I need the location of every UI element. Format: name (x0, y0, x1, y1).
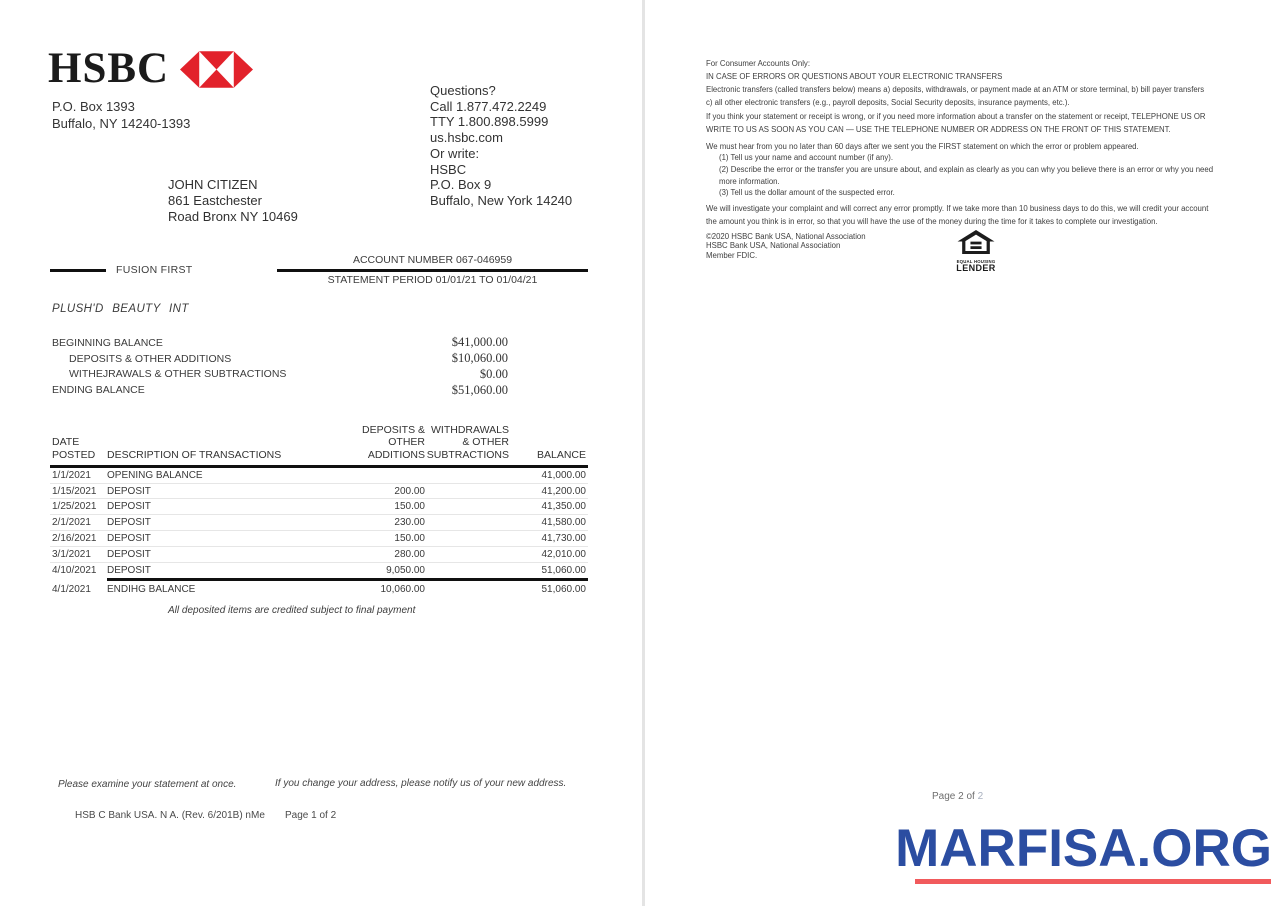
table-row: 2/16/2021 DEPOSIT 150.00 41,730.00 (50, 531, 588, 547)
hsbc-wordmark: HSBC (48, 45, 170, 92)
list-item: (3) Tell us the dollar amount of the suspected error. (719, 188, 895, 198)
lender-text: LENDER (956, 263, 996, 273)
page-divider (642, 0, 645, 906)
transactions-table (50, 424, 588, 597)
statement-period-line: STATEMENT PERIOD 01/01/21 TO 01/04/21 (327, 274, 538, 286)
list-item: (2) Describe the error or the transfer you are unsure about, and explain as clearly as you can why you believe there is an error or why you need (719, 164, 1214, 174)
footer-bank-line: HSB C Bank USA. N A. (Rev. 6/201B) nMe (75, 810, 265, 821)
summary-label: BEGINNING BALANCE (52, 336, 163, 349)
info-line: the amount you think is in error, so that you will have the use of the money during the time for it takes to complete our investigation. (706, 217, 1158, 226)
questions-orwrite: Or write: (430, 145, 480, 161)
header-description: DESCRIPTION OF TRANSACTIONS (107, 448, 282, 461)
hsbc-hexagon-icon (180, 51, 253, 93)
summary-row (52, 382, 508, 398)
footer-change-address-note: If you change your address, please notify us of your new address. (275, 778, 567, 789)
footer-examine-note: Please examine your statement at once. (58, 779, 237, 790)
summary-value: $0.00 (479, 366, 508, 381)
list-item: (1) Tell us your name and account number (if any). (719, 153, 894, 162)
copyright-line: ©2020 HSBC Bank USA, National Association (706, 232, 866, 241)
table-row: 1/25/2021 DEPOSIT 150.00 41,350.00 (50, 499, 588, 515)
questions-tty: TTY 1.800.898.5999 (430, 114, 549, 130)
consumer-info-paragraph-2 (706, 110, 1236, 136)
account-number-line: ACCOUNT NUMBER 067-046959 (352, 254, 513, 266)
table-row: 3/1/2021 DEPOSIT 280.00 42,010.00 (50, 547, 588, 563)
consumer-info-paragraph-1 (706, 57, 1236, 109)
summary-row (52, 367, 508, 383)
copyright-line: Member FDIC. (706, 250, 758, 260)
table-row: 1/15/2021 DEPOSIT 200.00 41,200.00 (50, 484, 588, 500)
recipient-address (168, 177, 298, 225)
info-line: WRITE TO US AS SOON AS YOU CAN — USE THE TELEPHONE NUMBER OR ADDRESS ON THE FRONT OF THIS STATEMENT. (706, 125, 1171, 134)
summary-label: DEPOSITS & OTHER ADDITIONS (69, 352, 232, 365)
footer-page-number: Page 1 of 2 (285, 810, 337, 821)
consumer-info-list (706, 152, 1236, 199)
product-name: FUSION FIRST (116, 264, 193, 276)
summary-value: $51,060.00 (451, 382, 508, 397)
page-2-last: 2 (977, 791, 984, 802)
recipient-name: JOHN CITIZEN (168, 177, 258, 192)
sender-address-line: Buffalo, NY 14240-1393 (52, 116, 191, 131)
deposits-footnote: All deposited items are credited subject to final payment (168, 605, 416, 616)
questions-pobox: P.O. Box 9 (430, 177, 492, 193)
table-row-ending-balance: 4/1/2021 ENDIHG BALANCE 10,060.00 51,060.00 (52, 583, 586, 595)
recipient-address-line: Road Bronx NY 10469 (168, 209, 298, 224)
info-line: We will investigate your complaint and will correct any error promptly. If we take more than 10 business days to do this, we will credit your account (706, 204, 1209, 213)
header-balance: BALANCE (536, 448, 586, 461)
questions-phone: Call 1.877.472.2249 (430, 98, 547, 114)
page-2-number (932, 791, 983, 802)
summary-row (52, 335, 508, 351)
header-withdrawals: WITHDRAWALS & OTHER SUBTRACTIONS (426, 424, 509, 461)
summary-label: WITHEJRAWALS & OTHER SUBTRACTIONS (69, 368, 287, 381)
summary-value: $10,060.00 (451, 351, 508, 366)
info-line: If you think your statement or receipt is wrong, or if you need more information about a transfer on the statement or receipt, TELEPHONE US OR (706, 112, 1206, 121)
questions-heading: Questions? (430, 83, 496, 98)
transactions-table-header (50, 424, 588, 465)
questions-bank: HSBC (430, 161, 467, 177)
summary-value: $41,000.00 (451, 335, 508, 350)
copyright-line: HSBC Bank USA, National Association (706, 241, 841, 251)
account-rule (277, 269, 588, 272)
balance-summary (52, 335, 508, 398)
questions-website: us.hsbc.com (430, 130, 503, 146)
recipient-address-line: 861 Eastchester (168, 193, 262, 208)
equal-housing-house-icon (957, 230, 995, 254)
header-deposits: DEPOSITS & OTHER ADDITIONS (361, 424, 425, 461)
info-line: Electronic transfers (called transfers below) means a) deposits, withdrawals, or payment made at an ATM or store terminal, b) bill payer transfers (706, 85, 1205, 94)
product-rule (50, 269, 106, 272)
info-line: For Consumer Accounts Only: (706, 59, 810, 68)
account-holder-name: PLUSH'D BEAUTY INT (52, 303, 189, 315)
questions-city: Buffalo, New York 14240 (430, 192, 573, 208)
copyright-block (706, 232, 866, 260)
list-item-continuation: more information. (719, 176, 780, 186)
questions-block (430, 83, 572, 209)
consumer-info-paragraph-4 (706, 202, 1236, 228)
sender-address (52, 98, 190, 132)
sender-address-line: P.O. Box 1393 (52, 99, 135, 114)
page-2-prefix: Page 2 of (932, 791, 978, 802)
equal-housing-text: EQUAL HOUSING (956, 259, 996, 264)
summary-row (52, 351, 508, 367)
table-row: 1/1/2021 OPENING BALANCE 41,000.00 (50, 468, 588, 484)
table-row: 2/1/2021 DEPOSIT 230.00 41,580.00 (50, 515, 588, 531)
equal-housing-lender-logo (950, 230, 1002, 273)
info-line: c) all other electronic transfers (e.g., payroll deposits, Social Security deposits, insurance payments, etc.). (706, 98, 1070, 107)
table-row: 4/10/2021 DEPOSIT 9,050.00 51,060.00 (52, 565, 586, 577)
marfisa-watermark-text: MARFISA.ORG (895, 819, 1272, 878)
marfisa-watermark-underline (915, 879, 1271, 884)
header-date-posted: DATE POSTED (52, 436, 96, 461)
info-line: IN CASE OF ERRORS OR QUESTIONS ABOUT YOUR ELECTRONIC TRANSFERS (706, 72, 1003, 81)
summary-label: ENDING BALANCE (52, 384, 145, 397)
info-line: We must hear from you no later than 60 days after we sent you the FIRST statement on which the error or problem appeared. (706, 142, 1139, 151)
